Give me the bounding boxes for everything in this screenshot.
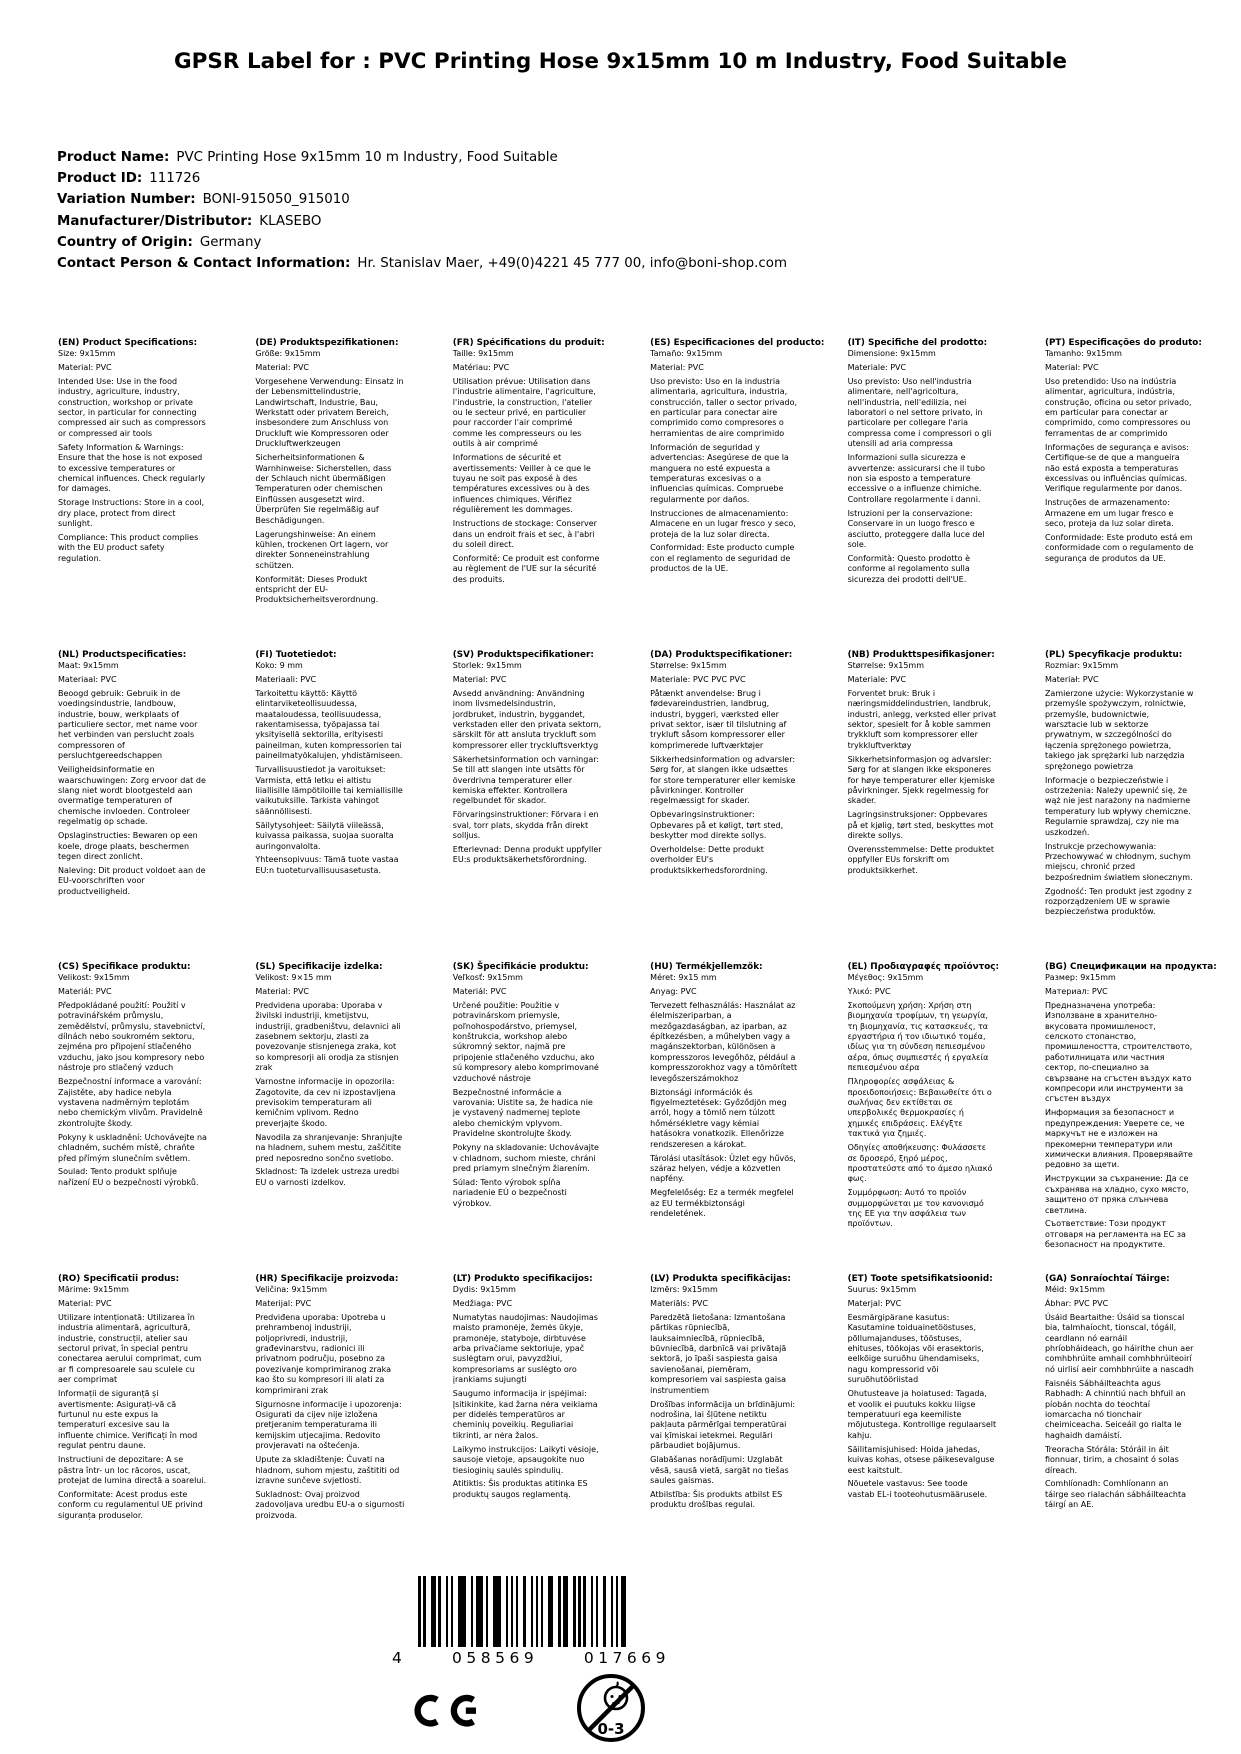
spec-block-bg: [1045, 962, 1241, 1274]
spec-paragraph: Pokyny k uskladnění: Uchovávejte na chladném, suchém místě, chraňte před přímým slunečním světlem.: [58, 1132, 207, 1163]
spec-paragraph: Mărime: 9x15mm: [58, 1285, 129, 1294]
spec-heading-pl: (PL) Specyfikacje produktu:: [1044, 650, 1183, 660]
barcode-bar: [621, 1576, 626, 1647]
spec-paragraph: Materiaali: PVC: [255, 674, 317, 684]
spec-paragraph: Størrelse: 9x15mm: [847, 661, 924, 670]
spec-heading-lv: (LV) Produkta specifikācijas:: [650, 1274, 791, 1284]
spec-paragraph: Instrucciones de almacenamiento: Almacene en un lugar fresco y seco, proteja de la luz solar directa.: [650, 508, 796, 539]
product-info-label: Contact Person & Contact Information:: [57, 256, 351, 272]
barcode-bar: [516, 1576, 519, 1647]
spec-block-nb: [848, 650, 1045, 962]
spec-heading-et: (ET) Toote spetsifikatsioonid:: [847, 1274, 993, 1284]
spec-heading-hr: (HR) Specifikacije proizvoda:: [255, 1274, 399, 1284]
specs-grid: [58, 338, 1241, 1586]
spec-paragraph: Naleving: Dit product voldoet aan de EU-voorschriften voor productveiligheid.: [58, 865, 206, 896]
spec-block-et: [848, 1274, 1045, 1586]
spec-paragraph: Vorgesehene Verwendung: Einsatz in der Lebensmittelindustrie, Landwirtschaft, Industrie, Bau, Werkstatt oder privatem Bereich, insbesondere zum Anschluss von Druckluft wie Kompressoren oder Druckluftwerkzeugen: [255, 376, 404, 449]
spec-paragraph: Υλικό: PVC: [847, 986, 891, 996]
spec-block-es: [650, 338, 847, 650]
barcode-bar: [446, 1576, 449, 1647]
barcode-bar: [476, 1576, 484, 1647]
spec-paragraph: Ábhar: PVC PVC: [1044, 1298, 1109, 1308]
spec-paragraph: Οδηγίες αποθήκευσης: Φυλάσσετε σε δροσερό, ξηρό μέρος, προστατεύστε από το άμεσο ηλιακό φως.: [847, 1143, 993, 1184]
spec-paragraph: Material: PVC: [452, 674, 507, 684]
spec-block-hr: [255, 1274, 452, 1586]
spec-paragraph: Laikymo instrukcijos: Laikyti vėsioje, sausoje vietoje, apsaugokite nuo tiesioginių saulės spindulių.: [452, 1444, 599, 1475]
spec-heading-hu: (HU) Termékjellemzők:: [650, 962, 763, 972]
barcode-bar: [616, 1576, 619, 1647]
spec-paragraph: Opbevaringsinstruktioner: Opbevares på et køligt, tørt sted, beskytter mod direkte sollys.: [650, 810, 784, 841]
spec-paragraph: Sikkerhetsinformasjon og advarsler: Sørg for at slangen ikke eksponeres for høye temperaturer eller kjemiske påvirkninger. Sjekk regelmessig for skader.: [847, 754, 995, 806]
product-info-label: Country of Origin:: [57, 234, 193, 250]
barcode-bar: [506, 1576, 509, 1647]
spec-paragraph: Efterlevnad: Denna produkt uppfyller EU:s produktsäkerhetsförordning.: [452, 845, 602, 865]
spec-paragraph: Material: PVC: [650, 362, 704, 372]
barcode-bar: [523, 1576, 526, 1647]
spec-heading-el: (EL) Προδιαγραφές προϊόντος:: [847, 962, 1000, 972]
spec-paragraph: Úsáid Beartaithe: Úsáid sa tionscal bia, talmhaíocht, tionscal, tógáil, ceardlann nó earnáil phríobháideach, go háirithe chun aer comhbhrúite amhail comhbhrúiteoirí nó uirlisí aeir comhbhrúite a nascadh: [1044, 1312, 1194, 1374]
spec-paragraph: Biztonsági információk és figyelmeztetések: Győződjön meg arról, hogy a tömlő nem túlzott hőmérsékletre vagy kémiai hatásokra vonatkozik. Ellenőrizze rendszeresen a károkat.: [650, 1087, 787, 1149]
product-info-line: [57, 211, 787, 232]
barcode-bar: [573, 1576, 576, 1647]
spec-paragraph: Istruzioni per la conservazione: Conservare in un luogo fresco e asciutto, proteggere dalla luce del sole.: [847, 508, 985, 549]
barcode-bar: [493, 1576, 501, 1647]
spec-heading-cs: (CS) Specifikace produktu:: [58, 962, 191, 972]
age-warning-label: 0-3: [597, 1720, 625, 1738]
spec-heading-bg: (BG) Спецификации на продукта:: [1044, 962, 1217, 972]
spec-paragraph: Matériau: PVC: [452, 362, 510, 372]
barcode-bar: [578, 1576, 581, 1647]
spec-paragraph: Materiál: PVC: [58, 986, 112, 996]
spec-block-sl: [255, 962, 452, 1274]
spec-paragraph: Conformidad: Este producto cumple con el reglamento de seguridad de productos de la UE.: [650, 543, 795, 574]
spec-paragraph: Съответствие: Този продукт отговаря на регламента на ЕС за безопасност на продуктите.: [1044, 1219, 1186, 1250]
barcode-bar: [558, 1576, 561, 1647]
spec-paragraph: Velikost: 9x15mm: [58, 973, 130, 982]
spec-paragraph: Forventet bruk: Bruk i næringsmiddelindustrien, landbruk, industri, anlegg, verksted eller privat sektor, spesielt for å koble sammen trykkluft som kompressorer eller trykkluftverktøy: [847, 688, 997, 750]
spec-paragraph: Μέγεθος: 9x15mm: [847, 973, 924, 982]
spec-heading-nl: (NL) Productspecificaties:: [58, 650, 187, 660]
spec-paragraph: Tamanho: 9x15mm: [1044, 349, 1122, 358]
spec-block-sv: [453, 650, 650, 962]
spec-paragraph: Atitiktis: Šis produktas atitinka ES produktų saugos reglamentą.: [452, 1479, 588, 1499]
spec-paragraph: Veiligheidsinformatie en waarschuwingen: Zorg ervoor dat de slang niet wordt blootgesteld aan overmatige temperaturen of chemische invloeden. Controleer regelmatig op schade.: [58, 765, 206, 827]
spec-paragraph: Συμμόρφωση: Αυτό το προϊόν συμμορφώνεται με τον κανονισμό της ΕΕ για την ασφάλεια των προϊόντων.: [847, 1188, 984, 1229]
spec-heading-it: (IT) Specifiche del prodotto:: [847, 338, 988, 348]
spec-paragraph: Materiał: PVC: [1044, 674, 1099, 684]
spec-heading-sv: (SV) Produktspecifikationer:: [452, 650, 594, 660]
spec-paragraph: Tarkoitettu käyttö: Käyttö elintarviketeollisuudessa, maataloudessa, teollisuudessa, rakentamisessa, työpajassa tai yksityisellä sektorilla, erityisesti paineilman, kuten kompressorien tai paineilmatyökalujen, yhdistämiseen.: [255, 688, 403, 761]
spec-paragraph: Informații de siguranță și avertismente: Asigurați-vă că furtunul nu este expus la temperaturi excesive sau la influente chimice. Verificați în mod regulat pentru daune.: [58, 1389, 198, 1451]
spec-paragraph: Säilytysohjeet: Säilytä viileässä, kuivassa paikassa, suojaa suoralta auringonvalolta.: [255, 820, 394, 851]
spec-heading-de: (DE) Produktspezifikationen:: [255, 338, 399, 348]
page-title: GPSR Label for : PVC Printing Hose 9x15mm 10 m Industry, Food Suitable: [174, 49, 1067, 74]
spec-paragraph: Lagerungshinweise: An einem kühlen, trockenen Ort lagern, vor direkter Sonneneinstrahlung schützen.: [255, 529, 389, 570]
barcode-bar: [536, 1576, 539, 1647]
spec-paragraph: Méret: 9x15 mm: [650, 973, 717, 982]
spec-paragraph: Dimensione: 9x15mm: [847, 349, 936, 358]
spec-paragraph: Sigurnosne informacije i upozorenja: Osigurati da cijev nije izložena pretjeranim temperaturama ili kemijskim utjecajima. Redovito provjeravati na oštećenja.: [255, 1399, 402, 1451]
spec-paragraph: Materiaal: PVC: [58, 674, 117, 684]
spec-paragraph: Materjal: PVC: [847, 1298, 902, 1308]
spec-paragraph: Säilitamisjuhised: Hoida jahedas, kuivas kohas, otsese päikesevalguse eest kaitstult.: [847, 1444, 995, 1475]
spec-paragraph: Utilisation prévue: Utilisation dans l'industrie alimentaire, l'agriculture, l'industrie, la construction, l'atelier ou le secteur privé, en particulier pour raccorder l'air comprimé comme les compresseurs ou les outils à air comprimé: [452, 376, 596, 449]
spec-block-lt: [453, 1274, 650, 1586]
spec-paragraph: Förvaringsinstruktioner: Förvara i en sval, torr plats, skydda från direkt solljus.: [452, 810, 599, 841]
spec-paragraph: Informazioni sulla sicurezza e avvertenze: assicurarsi che il tubo non sia esposto a temperature eccessive o a influenze chimiche. Controllare regolarmente i danni.: [847, 453, 986, 504]
spec-paragraph: Informações de segurança e avisos: Certifique-se de que a mangueira não está exposta a temperaturas excessivas ou influências químicas. Verifique regularmente por danos.: [1044, 442, 1189, 494]
spec-paragraph: Nõuetele vastavus: See toode vastab EL-i tooteohutusmäärusele.: [847, 1479, 988, 1499]
spec-paragraph: Dydis: 9x15mm: [452, 1285, 516, 1294]
spec-paragraph: Información de seguridad y advertencias: Asegúrese de que la manguera no esté expuesta a temperaturas excesivas o a influencias químicas. Compruebe regularmente por daños.: [650, 442, 789, 504]
spec-block-hu: [650, 962, 847, 1274]
spec-paragraph: Yhteensopivuus: Tämä tuote vastaa EU:n tuoteturvallisuusasetusta.: [255, 855, 399, 875]
ean-barcode: [392, 1576, 670, 1667]
spec-paragraph: Materiale: PVC PVC PVC: [650, 674, 746, 684]
spec-paragraph: Bezpečnostné informácie a varovania: Uistite sa, že hadica nie je vystavený nadmernej teplote alebo chemickým vplyvom. Pravidelne skontrolujte škody.: [452, 1087, 593, 1139]
spec-paragraph: Saugumo informacija ir įspėjimai: Įsitikinkite, kad žarna nėra veikiama per didelės temperatūros ar cheminių poveikių. Reguliariai tikrinti, ar nėra žalos.: [452, 1389, 598, 1440]
barcode-bar: [583, 1576, 586, 1647]
spec-paragraph: Conformità: Questo prodotto è conforme al regolamento sulla sicurezza dei prodotti dell'UE.: [847, 553, 970, 584]
spec-paragraph: Ohutusteave ja hoiatused: Tagada, et voolik ei puutuks kokku liigse temperatuuri ega keemiliste mõjutustega. Kontrollige regulaarselt kahju.: [847, 1389, 997, 1440]
spec-block-ga: [1045, 1274, 1241, 1586]
spec-paragraph: Size: 9x15mm: [58, 349, 116, 358]
spec-paragraph: Informations de sécurité et avertissements: Veiller à ce que le tuyau ne soit pas exposé à des températures excessives ou à des influences chimiques. Vérifiez régulièrement les dommages.: [452, 453, 591, 515]
product-info-label: Product ID:: [57, 171, 143, 187]
spec-paragraph: Treoracha Stórála: Stóráil in áit fionnuar, tirim, a chosaint ó solas díreach.: [1044, 1444, 1179, 1475]
spec-paragraph: Material: PVC: [58, 1298, 112, 1308]
barcode-bar: [563, 1576, 568, 1647]
spec-block-cs: [58, 962, 255, 1274]
spec-block-el: [848, 962, 1045, 1274]
spec-paragraph: Atbilstība: Šis produkts atbilst ES produktu drošības regulai.: [650, 1489, 783, 1510]
product-info-line: [57, 147, 787, 168]
spec-paragraph: Předpokládané použití: Použití v potravinářském průmyslu, zemědělství, průmyslu, stavebnictví, dílnách nebo soukromém sektoru, zejména pro připojení stlačeného vzduchu, jako jsou kompresory nebo nástroje pro stlačený vzduch: [58, 1000, 206, 1073]
spec-paragraph: Upute za skladištenje: Čuvati na hladnom, suhom mjestu, zaštititi od izravne sunčeve svjetlosti.: [255, 1455, 400, 1485]
product-info-value: BONI-915050_915010: [202, 192, 350, 208]
spec-paragraph: Navodila za shranjevanje: Shranjujte na hladnem, suhem mestu, zaščitite pred neposredno sončno svetlobo.: [255, 1132, 403, 1163]
spec-paragraph: Materiale: PVC: [847, 362, 907, 372]
spec-paragraph: Størrelse: 9x15mm: [650, 661, 727, 670]
barcode-bar: [431, 1576, 436, 1647]
spec-paragraph: Tamaño: 9x15mm: [650, 349, 723, 358]
barcode-bar: [548, 1576, 553, 1647]
spec-paragraph: Compliance: This product complies with the EU product safety regulation.: [58, 533, 199, 563]
spec-paragraph: Paredzētā lietošana: Izmantošana pārtikas rūpniecībā, lauksaimniecībā, rūpniecībā, būvniecībā, darbnīcā vai privātajā sektorā, jo īpaši saspiesta gaisa savienošanai, piemēram, kompresoriem vai saspiesta gaisa instrumentiem: [650, 1312, 787, 1395]
spec-paragraph: Materiál: PVC: [452, 986, 507, 996]
spec-paragraph: Informacje o bezpieczeństwie i ostrzeżenia: Należy upewnić się, że wąż nie jest narażony na nadmierne temperatury lub wpływy chemiczne. Regularnie sprawdzaj, czy nie ma uszkodzeń.: [1044, 775, 1191, 837]
spec-paragraph: Uso pretendido: Uso na indústria alimentar, agricultura, indústria, construção, oficina ou setor privado, em particular para conectar ar comprimido, como compressores ou ferramentas de ar comprimido: [1044, 376, 1192, 438]
spec-paragraph: Maat: 9x15mm: [58, 661, 119, 670]
spec-heading-fi: (FI) Tuotetiedot:: [255, 650, 337, 660]
barcode-bar: [603, 1576, 606, 1647]
product-info-value: PVC Printing Hose 9x15mm 10 m Industry, Food Suitable: [176, 150, 558, 165]
product-info-label: Product Name:: [57, 150, 170, 165]
spec-heading-en: (EN) Product Specifications:: [58, 338, 198, 348]
spec-paragraph: Určené použitie: Použitie v potravinárskom priemysle, poľnohospodárstvo, priemysel, konštrukcia, workshop alebo súkromný sektor, najmä pre pripojenie stlačeného vzduchu, ako sú kompresory alebo komprimované vzduchové nástroje: [452, 1000, 599, 1083]
barcode-bar: [596, 1576, 599, 1647]
age-warning-0-3-icon: [573, 1670, 649, 1750]
product-info-value: Hr. Stanislav Maer, +49(0)4221 45 777 00, info@boni-shop.com: [357, 256, 788, 272]
spec-paragraph: Opslaginstructies: Bewaren op een koele, droge plaats, beschermen tegen direct zonlicht.: [58, 831, 198, 861]
spec-paragraph: Faisnéis Sábháilteachta agus Rabhadh: A chinntiú nach bhfuil an píobán nochta do teochtaí iomarcacha nó tionchair cheimiceacha. Seiceáil go rialta le haghaidh damáistí.: [1044, 1378, 1186, 1440]
spec-paragraph: Predviđena uporaba: Upotreba u prehrambenoj industriji, poljoprivredi, industriji, građevinarstvu, radionici ili privatnom području, posebno za povezivanje komprimiranog zraka kao što su kompresori ili alati za komprimirani zrak: [255, 1312, 392, 1395]
product-info-label: Variation Number:: [57, 192, 196, 208]
barcode-bar: [511, 1576, 514, 1647]
barcode-bar: [451, 1576, 454, 1647]
spec-heading-es: (ES) Especificaciones del producto:: [650, 338, 825, 348]
spec-paragraph: Material: PVC: [255, 986, 310, 996]
spec-paragraph: Материал: PVC: [1044, 986, 1108, 996]
barcode-bar: [418, 1576, 421, 1647]
spec-paragraph: Súlad: Tento výrobok spĺňa nariadenie EÚ o bezpečnosti výrobkov.: [452, 1177, 567, 1208]
spec-paragraph: Instructiuni de depozitare: A se păstra într- un loc răcoros, uscat, protejat de lumina directă a soarelui.: [58, 1455, 207, 1485]
spec-paragraph: Conformité: Ce produit est conforme au règlement de l'UE sur la sécurité des produits.: [452, 553, 600, 584]
spec-paragraph: Sikkerhedsinformation og advarsler: Sørg for, at slangen ikke udsættes for store temperaturer eller kemiske påvirkninger. Kontroller regelmæssigt for skader.: [650, 754, 796, 806]
barcode-bar: [591, 1576, 594, 1647]
spec-paragraph: Materiale: PVC: [847, 674, 907, 684]
spec-paragraph: Πληροφορίες ασφάλειας & προειδοποιήσεις: Βεβαιωθείτε ότι ο σωλήνας δεν εκτίθεται σε υπερβολικές θερμοκρασίες ή χημικές επιδράσεις. Ελέγξτε τακτικά για ζημιές.: [847, 1077, 992, 1139]
spec-paragraph: Méid: 9x15mm: [1044, 1285, 1105, 1294]
barcode-bar: [486, 1576, 489, 1647]
spec-paragraph: Zgodność: Ten produkt jest zgodny z rozporządzeniem UE w sprawie bezpieczeństwa produktów.: [1044, 886, 1192, 917]
spec-paragraph: Utilizare intenționată: Utilizarea în industria alimentară, agricultură, industrie, construcții, atelier sau sectorul privat, în special pentru conectarea aerului comprimat, cum ar fi compresoarele sau sculele cu aer comprimat: [58, 1312, 202, 1385]
spec-paragraph: Turvallisuustiedot ja varoitukset: Varmista, että letku ei altistu liiallisille lämpötiloille tai kemiallisille vaikutuksille. Tarkista vahingot säännöllisesti.: [255, 765, 403, 816]
spec-paragraph: Glabāšanas norādījumi: Uzglabāt vēsā, sausā vietā, sargāt no tiešas saules gaismas.: [650, 1455, 789, 1485]
product-info-line: [57, 232, 787, 253]
spec-paragraph: Conformidade: Este produto está em conformidade com o regulamento de segurança de produtos da UE.: [1044, 533, 1194, 563]
spec-paragraph: Veličina: 9x15mm: [255, 1285, 328, 1294]
spec-paragraph: Sicherheitsinformationen & Warnhinweise: Sicherstellen, dass der Schlauch nicht übermäßigen Temperaturen oder chemischen Einflüssen ausgesetzt wird. Überprüfen Sie regelmäßig auf Beschädigungen.: [255, 453, 392, 525]
product-info-label: Manufacturer/Distributor:: [57, 213, 253, 229]
spec-paragraph: Anyag: PVC: [650, 986, 697, 996]
spec-paragraph: Numatytas naudojimas: Naudojimas maisto pramonėje, žemės ūkyje, pramonėje, statyboje, dirbtuvėse arba privačiame sektoriuje, ypač suslėgtam orui, pavyzdžiui, kompresoriams ar suslėgto oro įrankiams sujungti: [452, 1312, 598, 1385]
spec-block-nl: [58, 650, 255, 962]
spec-block-sk: [453, 962, 650, 1274]
spec-paragraph: Material: PVC: [255, 362, 310, 372]
spec-paragraph: Veľkosť: 9x15mm: [452, 973, 523, 982]
spec-paragraph: Instrukcje przechowywania: Przechowywać w chłodnym, suchym miejscu, chronić przed bezpośrednim światłem słonecznym.: [1044, 841, 1193, 882]
barcode-bar: [458, 1576, 466, 1647]
spec-paragraph: Conformitate: Acest produs este conform cu regulamentul UE privind siguranța produselor.: [58, 1489, 203, 1520]
product-info-value: 111726: [149, 171, 201, 187]
barcode-bar: [471, 1576, 474, 1647]
spec-heading-pt: (PT) Especificações do produto:: [1044, 338, 1202, 348]
spec-paragraph: Suurus: 9x15mm: [847, 1285, 917, 1294]
spec-paragraph: Инструкции за съхранение: Да се съхранява на хладно, сухо място, защитено от пряка слънчева светлина.: [1044, 1174, 1189, 1215]
spec-paragraph: Bezpečnostní informace a varování: Zajistěte, aby hadice nebyla vystavena nadměrným teplotám nebo chemickým vlivům. Pravidelně zkontrolujte škody.: [58, 1077, 203, 1128]
spec-heading-nb: (NB) Produkttspesifikasjoner:: [847, 650, 995, 660]
ean-right-digits: 017669: [583, 1649, 670, 1667]
product-info-line: [57, 253, 787, 274]
spec-block-fr: [453, 338, 650, 650]
spec-paragraph: Drošības informācija un brīdinājumi: nodrošina, lai šļūtene netiktu pakļauta pārmērīgai temperatūrai vai ķīmiskai ietekmei. Regulāri pārbaudiet bojājumus.: [650, 1399, 796, 1451]
ean-prefix-digit: 4: [392, 1649, 407, 1667]
spec-paragraph: Предназначена употреба: Използване в хранително-вкусовата промишленост, селското стопанство, промишлеността, строителството, работилницата или частния сектор, по-специално за свързване на сгъстен въздух като компресори или инструменти за сгъстен въздух: [1044, 1000, 1193, 1104]
spec-paragraph: Lagringsinstruksjoner: Oppbevares på et kjølig, tørt sted, beskyttes mot direkte sollys.: [847, 810, 994, 841]
spec-paragraph: Material: PVC: [58, 362, 112, 372]
spec-paragraph: Tárolási utasítások: Üzlet egy hűvös, száraz helyen, védje a közvetlen napfény.: [650, 1153, 796, 1184]
spec-paragraph: Overholdelse: Dette produkt overholder EU's produktsikkerhedsforordning.: [650, 845, 768, 875]
spec-paragraph: Varnostne informacije in opozorila: Zagotovite, da cev ni izpostavljena previsokim temperaturam ali kemičnim vplivom. Redno preverjajte škodo.: [255, 1077, 396, 1128]
spec-block-ro: [58, 1274, 255, 1586]
barcode-bar: [438, 1576, 441, 1647]
spec-paragraph: Predvidena uporaba: Uporaba v živilski industriji, kmetijstvu, industriji, gradbeništvu, delavnici ali zasebnem sektorju, zlasti za povezovanje stisnjenega zraka, kot so kompresorji ali orodja za stisnjen zrak: [255, 1000, 401, 1073]
spec-paragraph: Säkerhetsinformation och varningar: Se till att slangen inte utsätts för överdrivna temperaturer eller kemiska effekter. Kontrollera regelbundet för skador.: [452, 754, 600, 806]
product-info-value: Germany: [199, 234, 262, 250]
spec-block-de: [255, 338, 452, 650]
spec-paragraph: Rozmiar: 9x15mm: [1044, 661, 1119, 670]
spec-paragraph: Avsedd användning: Användning inom livsmedelsindustrin, jordbruket, industrin, byggandet, verkstaden eller den privata sektorn, särskilt för att ansluta tryckluft som kompressorer eller tryckluftsverktyg: [452, 688, 602, 750]
spec-heading-fr: (FR) Spécifications du produit:: [452, 338, 605, 348]
spec-paragraph: Material: PVC: [1044, 362, 1099, 372]
spec-block-pt: [1045, 338, 1241, 650]
spec-paragraph: Overensstemmelse: Dette produktet oppfyller EUs forskrift om produktsikkerhet.: [847, 845, 994, 875]
spec-paragraph: Izmērs: 9x15mm: [650, 1285, 718, 1294]
spec-paragraph: Tervezett felhasználás: Használat az élelmiszeriparban, a mezőgazdaságban, az iparban, az építkezésben, a műhelyben vagy a magánszektorban, különösen a kompresszoros levegőhöz, például a kompresszorokhoz vagy a tömörített levegőszerszámokhoz: [650, 1000, 798, 1083]
spec-heading-da: (DA) Produktspecifikationer:: [650, 650, 793, 660]
spec-heading-sk: (SK) Špecifikácie produktu:: [452, 962, 589, 972]
spec-heading-lt: (LT) Produkto specifikacijos:: [452, 1274, 593, 1284]
spec-paragraph: Uso previsto: Uso en la industria alimentaria, agricultura, industria, construcción, taller o sector privado, en particular para conectar aire comprimido como compresores o herramientas de aire comprimido: [650, 376, 798, 438]
spec-paragraph: Beoogd gebruik: Gebruik in de voedingsindustrie, landbouw, industrie, bouw, werkplaats of particuliere sector, met name voor het verbinden van perslucht zoals compressoren of persluchtgereedschappen: [58, 688, 198, 761]
spec-paragraph: Megfelelőség: Ez a termék megfelel az EU termékbiztonsági rendeletének.: [650, 1188, 794, 1219]
barcode-bar: [531, 1576, 534, 1647]
barcode-bar: [611, 1576, 614, 1647]
spec-paragraph: Materiāls: PVC: [650, 1298, 708, 1308]
spec-heading-sl: (SL) Specifikacije izdelka:: [255, 962, 383, 972]
spec-paragraph: Zamierzone użycie: Wykorzystanie w przemyśle spożywczym, rolnictwie, przemyśle, budownictwie, warsztacie lub w sektorze prywatnym, w szczególności do łączenia sprężonego powietrza, takiego jak sprężarki lub narzędzia sprężonego powietrza: [1044, 688, 1194, 771]
spec-paragraph: Информация за безопасност и предупреждения: Уверете се, че маркучът не е изложен на прекомерни температури или химически влияния. Проверявайте редовно за щети.: [1044, 1108, 1193, 1170]
spec-block-da: [650, 650, 847, 962]
spec-paragraph: Koko: 9 mm: [255, 661, 303, 670]
spec-heading-ga: (GA) Sonraíochtaí Táirge:: [1044, 1274, 1170, 1284]
spec-paragraph: Intended Use: Use in the food industry, agriculture, industry, construction, workshop or private sector, in particular for connecting compressed air such as compressors or compressed air tools: [58, 376, 206, 438]
product-info: [57, 147, 787, 274]
spec-paragraph: Påtænkt anvendelse: Brug i fødevareindustrien, landbrug, industri, byggeri, værksted eller privat sektor, især til tilslutning af trykluft såsom kompressorer eller komprimerede luftværktøjer: [650, 688, 787, 750]
spec-block-en: [58, 338, 255, 650]
spec-heading-ro: (RO) Specificatii produs:: [58, 1274, 180, 1284]
spec-paragraph: Eesmärgipärane kasutus: Kasutamine toiduainetööstuses, põllumajanduses, tööstuses, ehituses, töökojas või erasektoris, eelkõige suruõhu ühendamiseks, nagu kompressorid või suruõhutööriistad: [847, 1312, 984, 1385]
spec-block-lv: [650, 1274, 847, 1586]
spec-paragraph: Comhlíonadh: Comhlíonann an táirge seo rialachán sábháilteachta táirgí an AE.: [1044, 1479, 1186, 1510]
spec-block-pl: [1045, 650, 1241, 962]
spec-paragraph: Taille: 9x15mm: [452, 349, 514, 358]
barcode-bar: [423, 1576, 426, 1647]
spec-paragraph: Velikost: 9×15 mm: [255, 973, 332, 982]
product-info-value: KLASEBO: [259, 213, 322, 229]
spec-paragraph: Uso previsto: Uso nell'industria alimentare, nell'agricoltura, nell'industria, nell'edilizia, nei laboratori o nel settore privato, in particolare per collegare l'aria compressa come i compressori o gli utensili ad aria compressa: [847, 376, 992, 449]
spec-paragraph: Storlek: 9x15mm: [452, 661, 522, 670]
spec-block-it: [848, 338, 1045, 650]
product-info-line: [57, 189, 787, 210]
spec-paragraph: Konformität: Dieses Produkt entspricht der EU-Produktsicherheitsverordnung.: [255, 574, 379, 605]
spec-block-fi: [255, 650, 452, 962]
spec-paragraph: Safety Information & Warnings: Ensure that the hose is not exposed to excessive temperatures or chemical influences. Check regularly for damages.: [58, 442, 206, 494]
spec-paragraph: Размер: 9x15mm: [1044, 973, 1116, 982]
spec-paragraph: Σκοπούμενη χρήση: Χρήση στη βιομηχανία τροφίμων, τη γεωργία, τη βιομηχανία, τις κατασκευές, τα εργαστήρια ή τον ιδιωτικό τομέα, ιδίως για τη σύνδεση πεπιεσμένου αέρα, όπως συμπιεστές ή εργαλεία πεπιεσμένου αέρα: [847, 1000, 989, 1073]
spec-paragraph: Größe: 9x15mm: [255, 349, 321, 358]
spec-paragraph: Materijal: PVC: [255, 1298, 312, 1308]
spec-paragraph: Soulad: Tento produkt splňuje nařízení EU o bezpečnosti výrobků.: [58, 1167, 199, 1187]
spec-paragraph: Medžiaga: PVC: [452, 1298, 513, 1308]
spec-paragraph: Storage Instructions: Store in a cool, dry place, protect from direct sunlight.: [58, 498, 204, 529]
ean-barcode-bars: [418, 1576, 670, 1647]
spec-paragraph: Sukladnost: Ovaj proizvod zadovoljava uredbu EU-a o sigurnosti proizvoda.: [255, 1489, 405, 1520]
barcode-bar: [541, 1576, 544, 1647]
spec-paragraph: Instruções de armazenamento: Armazene em um lugar fresco e seco, proteja da luz solar direta.: [1044, 498, 1174, 529]
spec-paragraph: Instructions de stockage: Conserver dans un endroit frais et sec, à l'abri du soleil direct.: [452, 519, 597, 549]
spec-paragraph: Skladnost: Ta izdelek ustreza uredbi EU o varnosti izdelkov.: [255, 1167, 400, 1187]
ean-barcode-digits: [392, 1649, 670, 1667]
product-info-line: [57, 168, 787, 189]
spec-paragraph: Pokyny na skladovanie: Uchovávajte v chladnom, suchom mieste, chráni pred priamym slnečným žiarením.: [452, 1143, 599, 1173]
ean-left-digits: 058569: [452, 1649, 539, 1667]
ce-mark-icon: [413, 1684, 483, 1742]
